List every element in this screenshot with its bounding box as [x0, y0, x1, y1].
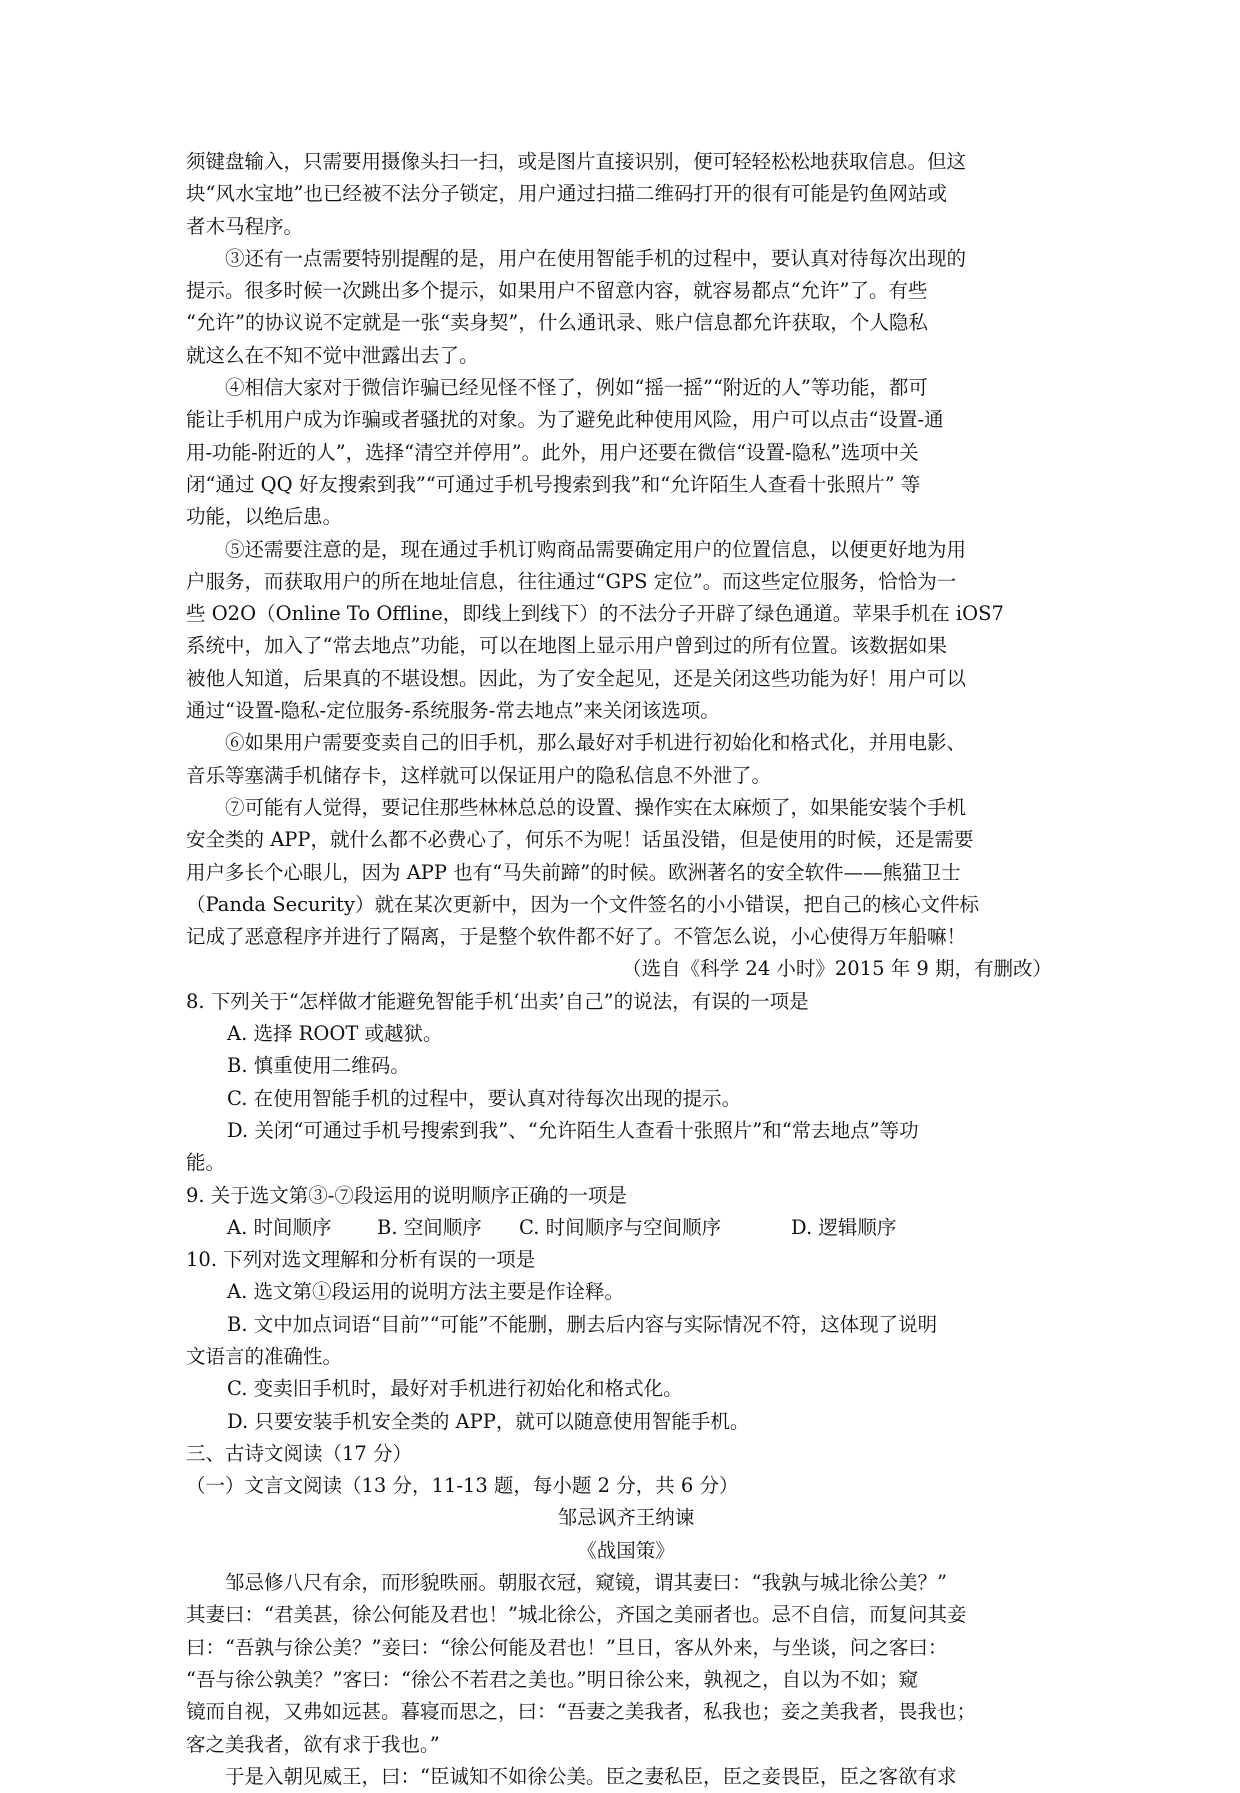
option-d: D. 逻辑顺序	[791, 1215, 897, 1239]
text-line: ⑤还需要注意的是，现在通过手机订购商品需要确定用户的位置信息，以便更好地为用	[225, 537, 967, 561]
text-line: 用户多长个心眼儿，因为 APP 也有“马失前蹄”的时候。欧洲著名的安全软件——熊猫卫士	[186, 860, 961, 884]
question-9	[186, 1180, 1066, 1245]
text-line: 功能，以绝后患。	[186, 505, 343, 529]
option-a: A. 时间顺序	[227, 1215, 332, 1239]
options-row	[186, 1212, 1066, 1244]
classical-text-title: 邹忌讽齐王纳谏	[557, 1506, 695, 1530]
text-line: 记成了恶意程序并进行了隔离，于是整个软件都不好了。不管怎么说，小心使得万年船嘛！	[186, 925, 967, 949]
text-line: 须键盘输入，只需要用摄像头扫一扫，或是图片直接识别，便可轻轻松松地获取信息。但这	[186, 150, 967, 173]
text-line: 闭“通过 QQ 好友搜索到我”“可通过手机号搜索到我”和“允许陌生人查看十张照片” 等	[186, 472, 921, 496]
text-line: 被他人知道，后果真的不堪设想。因此，为了安全起见，还是关闭这些功能为好！用户可以	[186, 666, 967, 690]
classical-text-source: 《战国策》	[577, 1538, 675, 1562]
passage-paragraph-5	[186, 534, 1066, 728]
passage-paragraph-4	[186, 372, 1066, 533]
text-line: 就这么在不知不觉中泄露出去了。	[186, 343, 479, 367]
passage-continuation	[186, 146, 1066, 243]
text-line: 块“风水宝地”也已经被不法分子锁定，用户通过扫描二维码打开的很有可能是钓鱼网站或	[186, 182, 947, 206]
text-line: 安全类的 APP，就什么都不必费心了，何乐不为呢！话虽没错，但是使用的时候，还是需要	[186, 828, 974, 852]
question-10	[186, 1244, 1066, 1438]
classical-paragraph-1	[186, 1567, 1066, 1761]
option-a: A. 选文第①段运用的说明方法主要是作诠释。	[227, 1280, 624, 1304]
section-sub-heading: （一）文言文阅读（13 分，11-13 题，每小题 2 分，共 6 分）	[186, 1474, 739, 1498]
question-stem: 9. 关于选文第③-⑦段运用的说明顺序正确的一项是	[186, 1183, 627, 1207]
option-b: B. 慎重使用二维码。	[227, 1054, 410, 1078]
passage-paragraph-7	[186, 792, 1066, 953]
option-d: D. 只要安装手机安全类的 APP，就可以随意使用智能手机。	[227, 1409, 750, 1433]
text-line: 通过“设置-隐私-定位服务-系统服务-常去地点”来关闭该选项。	[186, 699, 720, 723]
section-heading: 三、古诗文阅读（17 分）	[186, 1441, 413, 1465]
option-c: C. 变卖旧手机时，最好对手机进行初始化和格式化。	[227, 1377, 683, 1401]
text-line: 其妻曰：“君美甚，徐公何能及君也！”城北徐公，齐国之美丽者也。忌不自信，而复问其妾	[186, 1603, 967, 1627]
passage-source: （选自《科学 24 小时》2015 年 9 期，有删改）	[622, 957, 1052, 981]
text-line: 镜而自视，又弗如远甚。暮寝而思之，曰：“吾妻之美我者，私我也；妾之美我者，畏我也；	[186, 1700, 976, 1724]
text-line: 能让手机用户成为诈骗或者骚扰的对象。为了避免此种使用风险，用户可以点击“设置-通	[186, 408, 944, 432]
option-b: B. 空间顺序	[377, 1215, 482, 1239]
text-line: （Panda Security）就在某次更新中，因为一个文件签名的小小错误，把自己的核心文件标	[186, 892, 980, 916]
text-line: ④相信大家对于微信诈骗已经见怪不怪了，例如“摇一摇”“附近的人”等功能，都可	[225, 376, 928, 400]
text-line: “吾与徐公孰美？”客曰：“徐公不若君之美也。”明日徐公来，孰视之，自以为不如；窥	[186, 1667, 919, 1691]
text-line: 者木马程序。	[186, 214, 304, 238]
text-line: 邹忌修八尺有余，而形貌昳丽。朝服衣冠，窥镜，谓其妻曰：“我孰与城北徐公美？”	[225, 1571, 947, 1595]
classical-paragraph-2	[186, 1761, 1066, 1793]
text-line: ⑥如果用户需要变卖自己的旧手机，那么最好对手机进行初始化和格式化，并用电影、	[225, 731, 967, 755]
text-line: 于是入朝见威王，曰：“臣诚知不如徐公美。臣之妻私臣，臣之妾畏臣，臣之客欲有求	[225, 1764, 957, 1788]
text-line: 些 O2O（Online To Offline，即线上到线下）的不法分子开辟了绿色通道。苹果手机在 iOS7	[186, 602, 1004, 626]
question-stem: 10. 下列对选文理解和分析有误的一项是	[186, 1248, 536, 1272]
question-stem: 8. 下列关于“怎样做才能避免智能手机‘出卖’自己”的说法，有误的一项是	[186, 989, 809, 1013]
option-d-continued: 能。	[186, 1151, 226, 1175]
text-line: 户服务，而获取用户的所在地址信息，往往通过“GPS 定位”。而这些定位服务，恰恰为一	[186, 569, 957, 593]
text-line: 曰：“吾孰与徐公美？”妾曰：“徐公何能及君也！”旦日，客从外来，与坐谈，问之客曰：	[186, 1635, 948, 1659]
text-line: ⑦可能有人觉得，要记住那些林林总总的设置、操作实在太麻烦了，如果能安装个手机	[225, 795, 967, 819]
text-line: 音乐等塞满手机储存卡，这样就可以保证用户的隐私信息不外泄了。	[186, 763, 772, 787]
text-line: ③还有一点需要特别提醒的是，用户在使用智能手机的过程中，要认真对待每次出现的	[225, 246, 967, 270]
text-line: “允许”的协议说不定就是一张“卖身契”，什么通讯录、账户信息都允许获取，个人隐私	[186, 311, 928, 335]
text-line: 客之美我者，欲有求于我也。”	[186, 1732, 440, 1756]
text-line: 提示。很多时候一次跳出多个提示，如果用户不留意内容，就容易都点“允许”了。有些	[186, 279, 928, 303]
text-line: 用-功能-附近的人”，选择“清空并停用”。此外，用户还要在微信“设置-隐私”选项中关	[186, 440, 919, 464]
passage-paragraph-6	[186, 727, 1066, 792]
option-b: B. 文中加点词语“目前”“可能”不能删，删去后内容与实际情况不符，这体现了说明	[227, 1312, 938, 1336]
option-c: C. 时间顺序与空间顺序	[519, 1215, 722, 1239]
passage-paragraph-3	[186, 243, 1066, 372]
option-c: C. 在使用智能手机的过程中，要认真对待每次出现的提示。	[227, 1086, 742, 1110]
option-b-continued: 文语言的准确性。	[186, 1344, 343, 1368]
option-a: A. 选择 ROOT 或越狱。	[227, 1022, 443, 1046]
document-page	[186, 146, 1066, 1793]
question-8	[186, 986, 1066, 1180]
text-line: 系统中，加入了“常去地点”功能，可以在地图上显示用户曾到过的所有位置。该数据如果	[186, 634, 947, 658]
option-d: D. 关闭“可通过手机号搜索到我”、“允许陌生人查看十张照片”和“常去地点”等功	[227, 1118, 919, 1142]
